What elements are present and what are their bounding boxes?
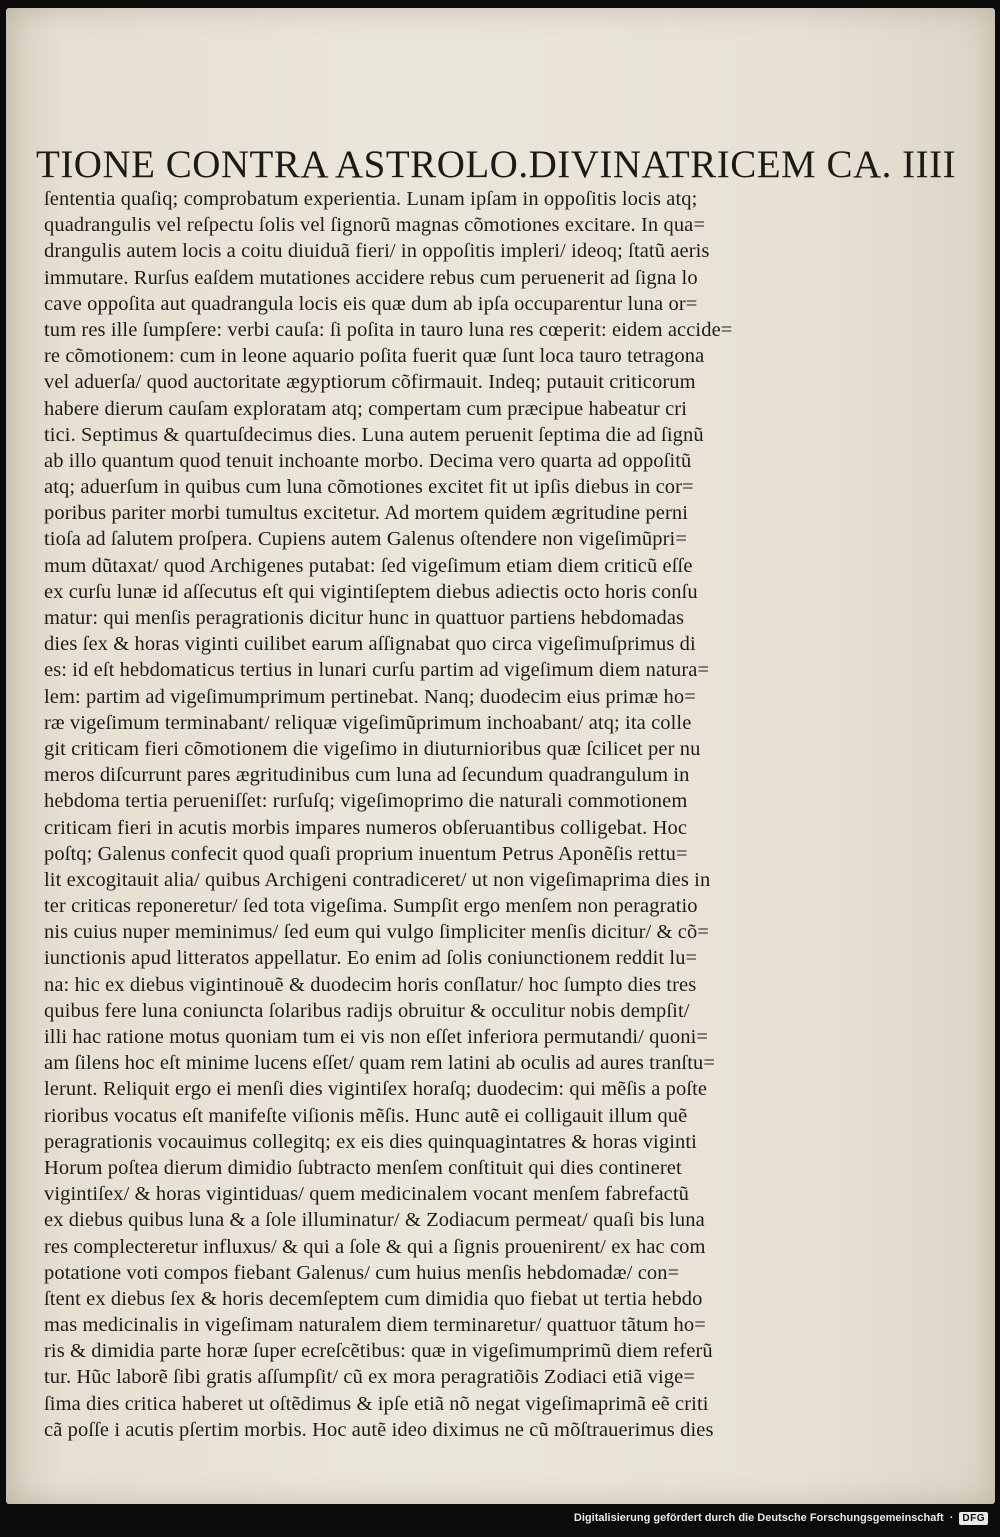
text-line: quibus fere luna coniuncta ſolaribus radijs obruitur & occulitur nobis dempſit/ (44, 999, 690, 1022)
text-line: mas medicinalis in vigeſimam naturalem diem terminaretur/ quattuor tãtum ho= (44, 1314, 706, 1337)
text-line: vigintiſex/ & horas vigintiduas/ quem medicinalem vocant menſem fabrefactũ (44, 1183, 689, 1206)
text-line: re cõmotionem: cum in leone aquario poſita fuerit quæ ſunt loca tauro tetragona (44, 345, 705, 368)
text-line: ſima dies critica haberet ut oſtẽdimus & ipſe etiã nõ negat vigeſimaprimã eẽ criti (44, 1392, 709, 1415)
text-line: nis cuius nuper meminimus/ ſed eum qui vulgo ſimpliciter menſis dicitur/ & cõ= (44, 921, 710, 944)
text-line: lem: partim ad vigeſimumprimum pertinebat. Nanq; duodecim eius primæ ho= (44, 685, 696, 708)
text-line: immutare. Rurſus eaſdem mutationes accidere rebus cum peruenerit ad ſigna lo (44, 266, 698, 289)
text-line: peragrationis vocauimus collegitq; ex eis dies quinquagintatres & horas viginti (44, 1130, 697, 1153)
text-line: iunctionis apud litteratos appellatur. Eo enim ad ſolis coniunctionem reddit lu= (44, 947, 698, 970)
text-line: quadrangulis vel reſpectu ſolis vel ſignorũ magnas cõmotiones excitare. In qua= (44, 214, 706, 237)
text-line: drangulis autem locis a coitu diuiduã fieri/ in oppoſitis impleri/ ideoq; ſtatũ aeris (44, 240, 710, 263)
text-line: poribus pariter morbi tumultus excitetur. Ad mortem quidem ægritudine perni (44, 502, 689, 525)
text-line: atq; aduerſum in quibus cum luna cõmotiones excitet fit ut ipſis diebus in cor= (44, 476, 694, 499)
text-line: poſtq; Galenus confecit quod quaſi proprium inuentum Petrus Aponẽſis rettu= (44, 842, 688, 865)
text-line: res complecteretur influxus/ & qui a ſole & qui a ſignis prouenirent/ ex hac com (44, 1235, 706, 1258)
text-line: potatione voti compos fiebant Galenus/ cum huius menſis hebdomadæ/ con= (44, 1261, 680, 1284)
credit-text: Digitalisierung gefördert durch die Deutsche Forschungsgemeinschaft (573, 1512, 944, 1524)
body-text (44, 186, 744, 1443)
text-line: na: hic ex diebus vigintinouẽ & duodecim horis conſlatur/ hoc ſumpto dies tres (44, 973, 697, 996)
text-line: tum res ille ſumpſere: verbi cauſa: ſi poſita in tauro luna res cœperit: eidem accide= (44, 318, 733, 341)
text-line: ſtent ex diebus ſex & horis decemſeptem cum dimidia quo fiebat ut tertia hebdo (44, 1287, 703, 1310)
text-line: ris & dimidia parte horæ ſuper ecreſcẽtibus: quæ in vigeſimumprimũ diem referũ (44, 1340, 713, 1363)
text-line: Horum poſtea dierum dimidio ſubtracto menſem conſtituit qui dies contineret (44, 1156, 682, 1179)
text-line: ræ vigeſimum terminabant/ reliquæ vigeſimũprimum inchoabant/ atq; ita colle (44, 711, 692, 734)
text-line: git criticam fieri cõmotionem die vigeſimo in diuturnioribus quæ ſcilicet per nu (44, 737, 701, 760)
text-line: ſententia quaſiq; comprobatum experientia. Lunam ipſam in oppoſitis locis atq; (44, 188, 698, 210)
text-line: tici. Septimus & quartuſdecimus dies. Luna autem peruenit ſeptima die ad ſignũ (44, 423, 704, 446)
text-line: illi hac ratione motus quoniam tum ei vis non eſſet inferiora permutandi/ quoni= (44, 1026, 709, 1048)
text-line: rioribus vocatus eſt manifeſte viſionis mẽſis. Hunc autẽ ei colligauit illum quẽ (44, 1104, 688, 1127)
text-line: ex diebus quibus luna & a ſole illuminatur/ & Zodiacum permeat/ quaſi bis luna (44, 1209, 705, 1232)
document-page (6, 8, 995, 1504)
text-line: cave oppoſita aut quadrangula locis eis quæ dum ab ipſa occuparentur luna or= (44, 292, 698, 315)
text-line: lit excogitauit alia/ quibus Archigeni contradiceret/ ut non vigeſimaprima dies in (44, 868, 711, 891)
digitization-credit (574, 1509, 988, 1527)
text-line: hebdoma tertia perueniſſet: rurſuſq; vigeſimoprimo die naturali commotionem (44, 790, 688, 813)
text-line: lerunt. Reliquit ergo ei menſi dies vigintiſex horaſq; duodecim: qui mẽſis a poſte (44, 1078, 708, 1101)
text-line: mum dũtaxat/ quod Archigenes putabat: ſed vigeſimum etiam diem criticũ eſſe (44, 554, 693, 577)
running-heading: TIONE CONTRA ASTROLO.DIVINATRICEM CA. IIII (36, 143, 957, 186)
text-line: am ſilens hoc eſt minime lucens eſſet/ quam rem latini ab oculis ad aures tranſtu= (44, 1052, 716, 1075)
text-line: es: id eſt hebdomaticus tertius in lunari curſu partim ad vigeſimum diem natura= (44, 659, 710, 682)
text-line: criticam fieri in acutis morbis impares numeros obſeruantibus colligebat. Hoc (44, 816, 688, 839)
text-line: vel aduerſa/ quod auctoritate ægyptiorum cõfirmauit. Indeq; putauit criticorum (44, 371, 696, 394)
text-line: habere dierum cauſam exploratam atq; compertam cum præcipue habeatur cri (44, 397, 687, 420)
text-line: ter criticas reponeretur/ ſed tota vigeſima. Sumpſit ergo menſem non peragratio (44, 895, 698, 918)
dfg-logo: DFG (959, 1512, 988, 1525)
text-line: tioſa ad ſalutem proſpera. Cupiens autem Galenus oſtendere non vigeſimũpri= (44, 528, 687, 551)
text-line: cã poſſe i acutis pſertim morbis. Hoc autẽ ideo diximus ne cũ mõſtrauerimus dies (44, 1418, 714, 1441)
text-line: ab illo quantum quod tenuit inchoante morbo. Decima vero quarta ad oppoſitũ (44, 449, 692, 472)
credit-separator: · (949, 1512, 954, 1524)
text-line: meros diſcurrunt pares ægritudinibus cum luna ad ſecundum quadrangulum in (44, 764, 690, 787)
text-line: matur: qui menſis peragrationis dicitur hunc in quattuor partiens hebdomadas (44, 607, 685, 629)
text-line: dies ſex & horas viginti cuilibet earum aſſignabat quo circa vigeſimuſprimus di (44, 633, 696, 656)
text-line: ex curſu lunæ id aſſecutus eſt qui vigintiſeptem diebus adiectis octo horis conſu (44, 580, 698, 603)
text-line: tur. Hũc laborẽ ſibi gratis aſſumpſit/ cũ ex mora peragratiõis Zodiaci etiã vige= (44, 1366, 695, 1389)
